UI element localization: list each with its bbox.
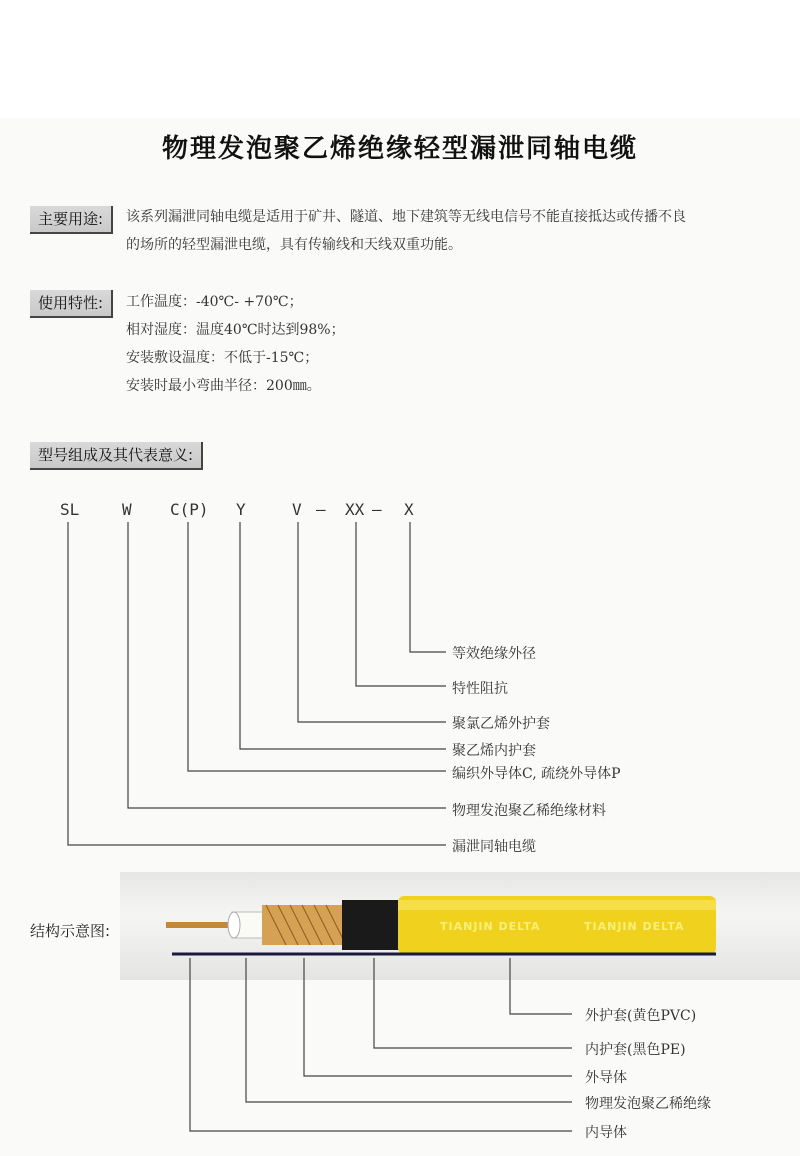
code-w: W [122,500,132,519]
usage-label: 主要用途: [30,206,113,234]
leader-inner-sheath [374,958,572,1048]
meaning-outer-conductor: 编织外导体C, 疏绕外导体P [452,766,621,782]
feature-line-4: 安装时最小弯曲半径：200㎜。 [126,378,321,394]
meaning-impedance: 特性阻抗 [452,681,508,697]
cable-inner-conductor [166,922,238,928]
leader-outer-conductor [304,958,572,1076]
structure-label: 结构示意图: [30,922,111,940]
features-label: 使用特性: [30,290,113,318]
part-insulation: 物理发泡聚乙稀绝缘 [585,1096,711,1112]
code-y: Y [236,500,246,519]
leader-inner-conductor [190,958,572,1131]
model-label: 型号组成及其代表意义: [30,442,203,470]
part-outer-conductor: 外导体 [585,1070,627,1086]
code-sl: SL [60,500,80,519]
cable-print-2: TIANJIN DELTA [584,920,685,933]
meaning-pvc-jacket: 聚氯乙烯外护套 [452,716,550,732]
leader-x [410,522,446,652]
leader-jacket [510,958,572,1014]
feature-line-2: 相对湿度：温度40℃时达到98%； [126,322,345,338]
cable-print-1: TIANJIN DELTA [440,920,541,933]
leader-xx [356,522,446,686]
leader-insulation [246,958,572,1102]
code-x: X [404,500,414,519]
leader-sl [68,522,446,845]
leader-v [298,522,446,722]
page-title: 物理发泡聚乙烯绝缘轻型漏泄同轴电缆 [161,134,638,164]
meaning-insulation: 物理发泡聚乙稀绝缘材料 [452,803,606,819]
part-inner-conductor: 内导体 [585,1125,627,1141]
feature-line-1: 工作温度：-40℃- +70℃； [126,294,303,310]
usage-line-1: 该系列漏泄同轴电缆是适用于矿井、隧道、地下建筑等无线电信号不能直接抵达或传播不良 [126,209,686,225]
part-outer-jacket: 外护套(黄色PVC) [585,1008,697,1024]
leader-y [240,522,446,749]
part-inner-sheath: 内护套(黑色PE) [585,1042,686,1058]
code-xx: XX [345,500,365,519]
code-dash-2: — [372,500,382,519]
meaning-pe-sheath: 聚乙烯内护套 [452,743,536,759]
meaning-leaky-coax: 漏泄同轴电缆 [452,839,536,855]
cable-inner-sheath [342,900,402,950]
meaning-outer-diameter: 等效绝缘外径 [452,646,536,662]
usage-line-2: 的场所的轻型漏泄电缆，具有传输线和天线双重功能。 [126,237,462,253]
leader-w [128,522,446,808]
code-v: V [292,500,302,519]
code-cp: C(P) [170,500,209,519]
leader-cp [188,522,446,771]
feature-line-3: 安装敷设温度：不低于-15℃； [126,350,319,366]
code-dash-1: — [316,500,326,519]
